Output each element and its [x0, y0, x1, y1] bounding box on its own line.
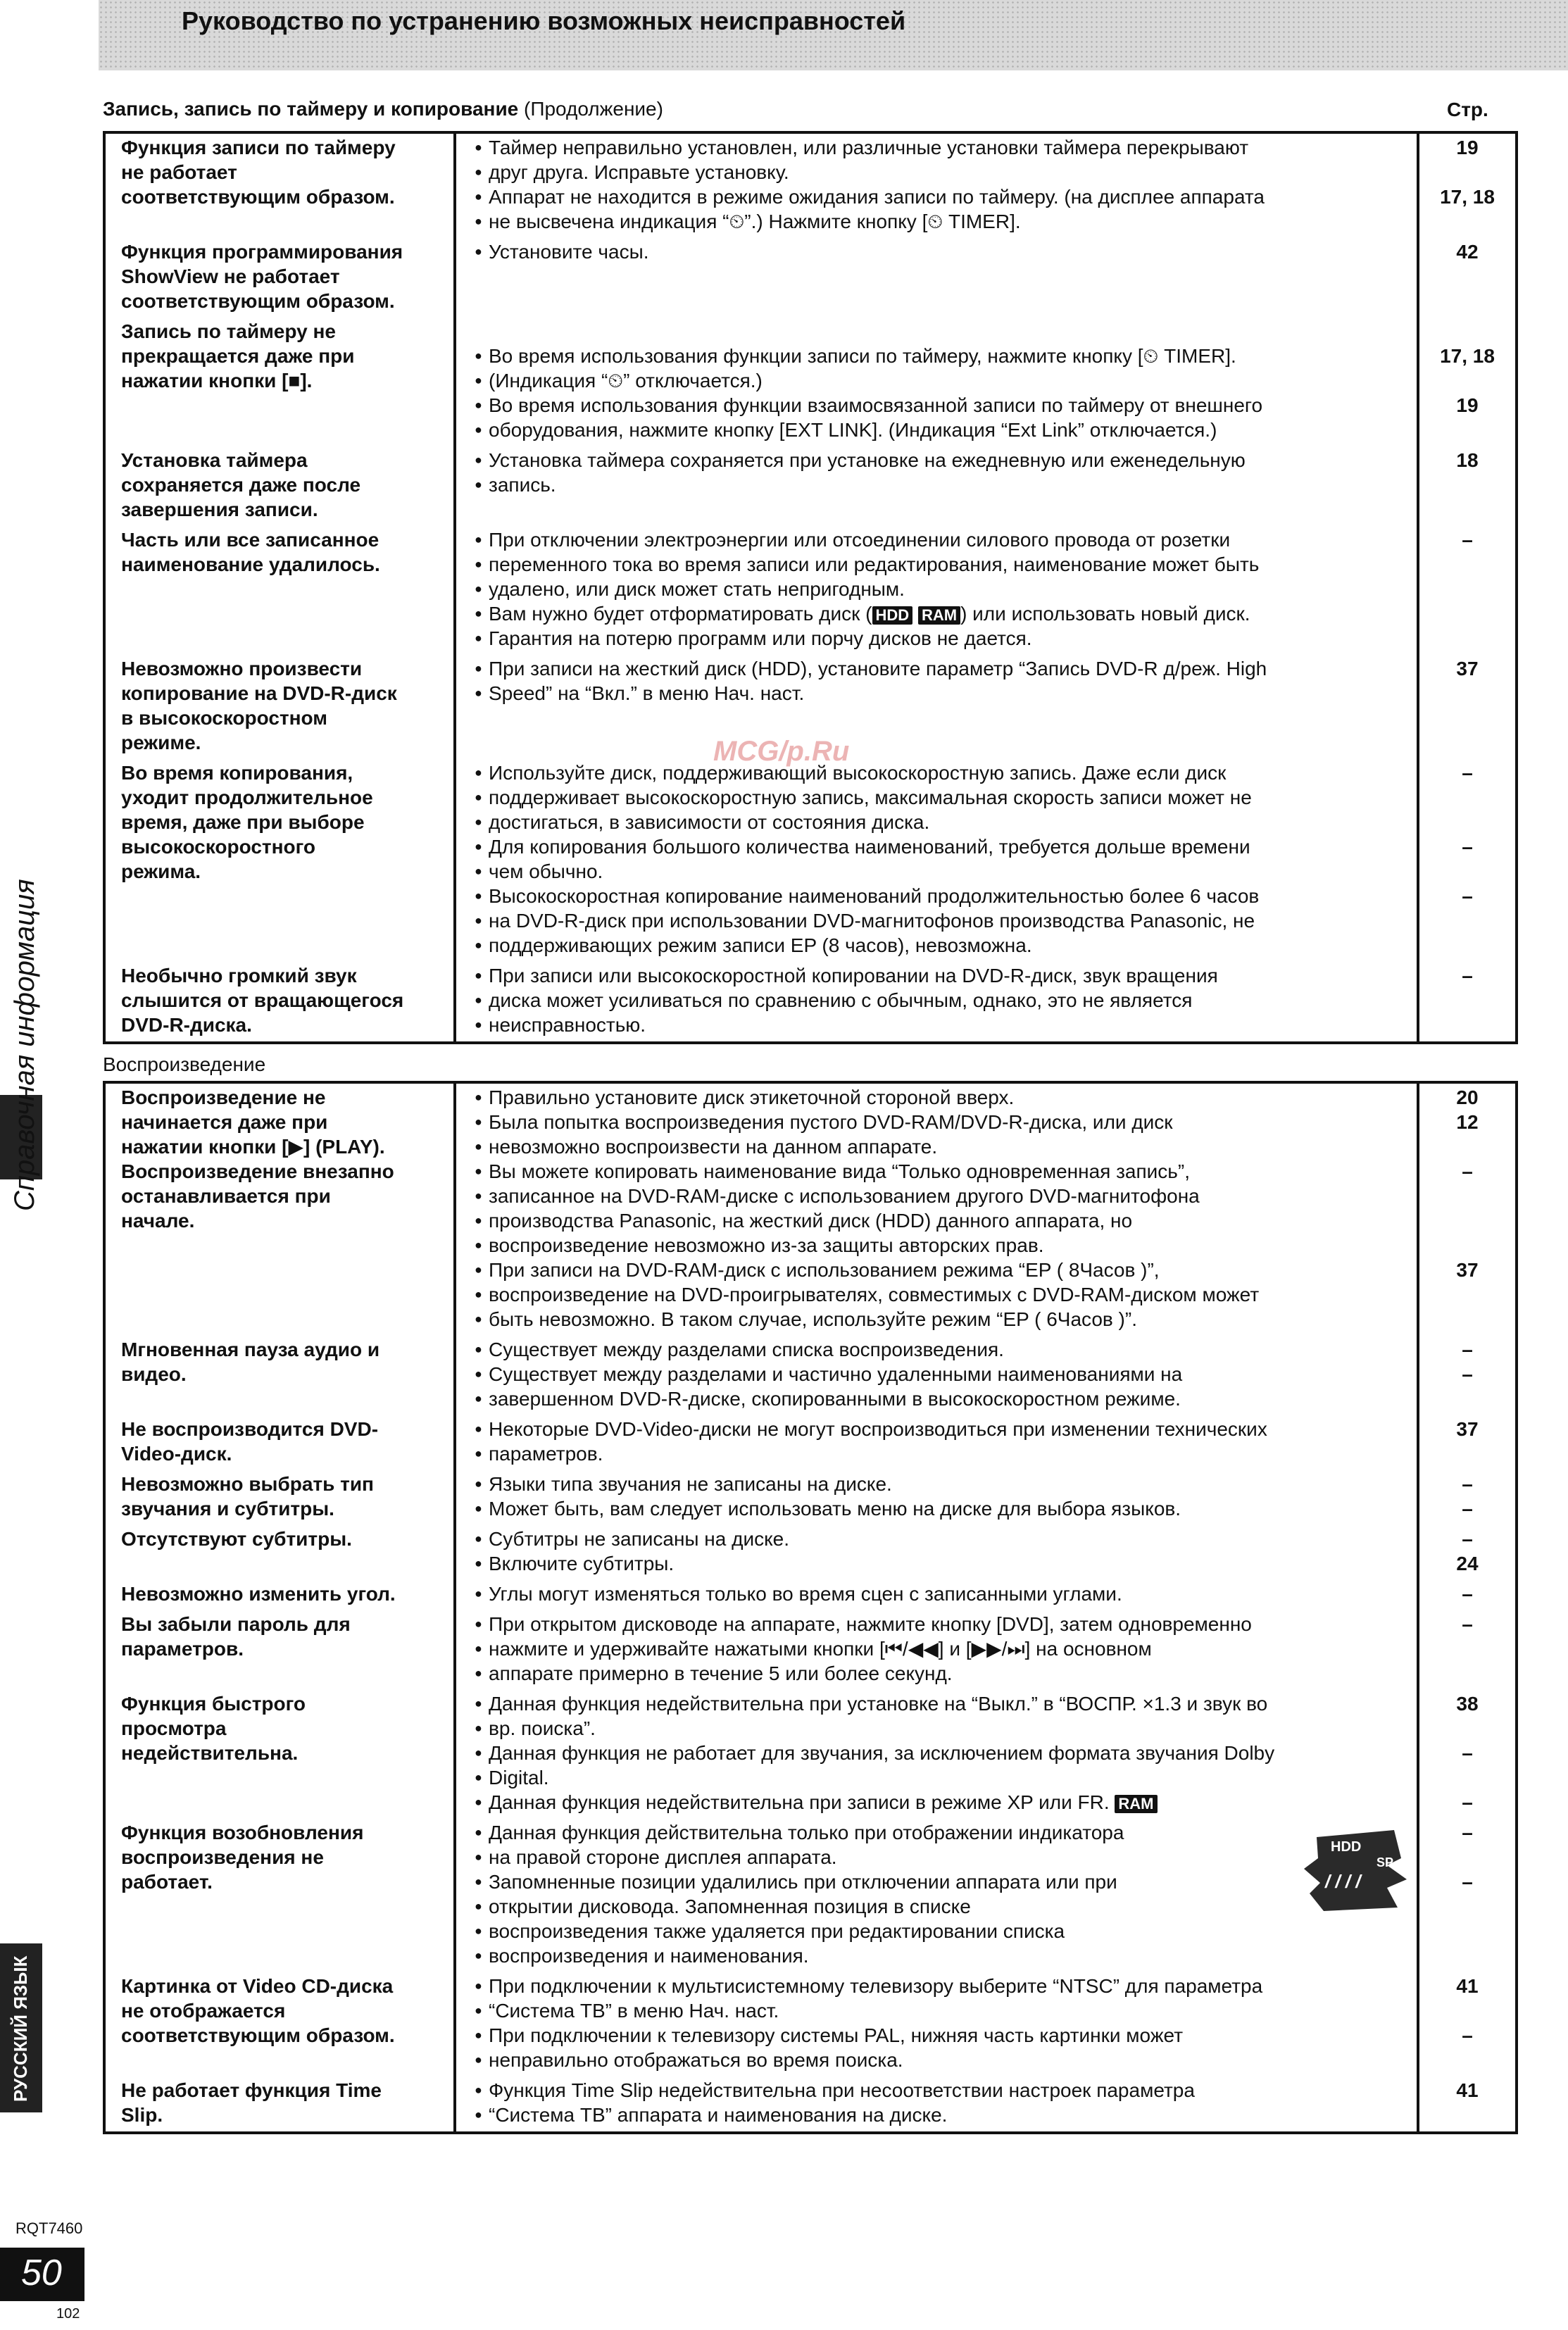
remedy-continued: ● неисправностью.: [475, 1013, 1408, 1037]
symptom-cell: [104, 238, 455, 318]
page-ref: [1424, 2103, 1511, 2127]
table-row: [104, 2077, 1517, 2133]
table-row: [104, 1082, 1517, 1336]
page-ref: 37: [1456, 1259, 1479, 1281]
table-row: [104, 526, 1517, 655]
remedy-continued: ● записанное на DVD-RAM-диске с использованием другого DVD-магнитофона: [475, 1184, 1408, 1208]
page-cell: [1418, 1525, 1517, 1580]
symptom-cell: [104, 1610, 455, 1690]
page-cell: [1418, 1082, 1517, 1336]
page-ref: –: [1462, 529, 1473, 551]
table-row: [104, 759, 1517, 962]
page-ref: [1424, 209, 1511, 234]
table-row: [104, 1525, 1517, 1580]
page-ref: –: [1462, 1871, 1473, 1893]
symptom-line: высокоскоростного: [121, 836, 316, 858]
page-ref: 19: [1456, 137, 1479, 158]
page-ref: [1424, 1307, 1511, 1332]
page-cell: [1418, 1470, 1517, 1525]
remedy-bullet: ● Существует между разделами списка воспроизведения.: [475, 1337, 1408, 1362]
remedy-cell: [455, 1415, 1418, 1470]
remedy-bullet: ● Данная функция действительна только при отображении индикатора: [475, 1820, 1283, 1845]
remedy-bullet: ● Языки типа звучания не записаны на диске.: [475, 1472, 1408, 1496]
page-column-heading: Стр.: [1447, 99, 1488, 120]
symptom-line: Функция программирования: [121, 241, 403, 263]
remedy-bullet: ● Вы можете копировать наименование вида “Только одновременная запись”,: [475, 1159, 1408, 1184]
symptom-line: прекращается даже при: [121, 345, 355, 367]
page-ref: [1424, 1233, 1511, 1258]
remedy-continued: ● не высвечена индикация “⏲”.) Нажмите кнопку [⏲ TIMER].: [475, 209, 1408, 234]
table-row: [104, 962, 1517, 1043]
page-ref: –: [1462, 762, 1473, 784]
page-cell: [1418, 1972, 1517, 2077]
page-ref: [1424, 1845, 1511, 1869]
table-row: [104, 238, 1517, 318]
remedy-bullet: ● Для копирования большого количества наименований, требуется дольше времени: [475, 834, 1408, 859]
symptom-line: соответствующим образом.: [121, 186, 395, 208]
page-ref: [1424, 552, 1511, 577]
page-ref: 41: [1456, 2079, 1479, 2101]
symptom-line: режима.: [121, 860, 201, 882]
remedy-bullet: ● Аппарат не находится в режиме ожидания записи по таймеру. (на дисплее аппарата: [475, 184, 1408, 209]
symptom-line: видео.: [121, 1363, 187, 1385]
symptom-line: Воспроизведение внезапно: [121, 1160, 394, 1182]
section-heading-rest: (Продолжение): [518, 98, 663, 120]
remedy-cell: [455, 526, 1418, 655]
page-ref: [1424, 908, 1511, 933]
remedy-continued: ● воспроизведение невозможно из-за защиты авторских прав.: [475, 1233, 1408, 1258]
remedy-continued: ● чем обычно.: [475, 859, 1408, 884]
symptom-line: в высокоскоростном: [121, 707, 327, 729]
symptom-line: останавливается при: [121, 1185, 331, 1207]
remedy-continued: ● поддерживает высокоскоростную запись, максимальная скорость записи может не: [475, 785, 1408, 810]
page-cell: [1418, 1819, 1517, 1972]
page-ref: [1424, 319, 1511, 344]
remedy-continued: ● поддерживающих режим записи EP (8 часов), невозможна.: [475, 933, 1408, 958]
section-heading-bold: Запись, запись по таймеру и копирование: [103, 98, 519, 120]
page-cell: [1418, 2077, 1517, 2133]
remedy-continued: ● на DVD-R-диск при использовании DVD-магнитофонов производства Panasonic, не: [475, 908, 1408, 933]
symptom-line: Невозможно произвести: [121, 658, 363, 679]
page-ref: [1424, 1998, 1511, 2023]
symptom-cell: [104, 132, 455, 238]
symptom-line: нажатии кнопки [▶] (PLAY).: [121, 1136, 385, 1158]
page-ref: –: [1462, 1473, 1473, 1495]
disc-tag: HDD: [872, 606, 913, 625]
page-ref: –: [1462, 1160, 1473, 1182]
page-ref: [1424, 160, 1511, 184]
table-row: [104, 1819, 1517, 1972]
remedy-bullet: ● Данная функция недействительна при записи в режиме XP или FR. RAM: [475, 1790, 1408, 1815]
remedy-cell: [455, 1082, 1418, 1336]
remedy-continued: ● воспроизведение на DVD-проигрывателях, совместимых с DVD-RAM-диском может: [475, 1282, 1408, 1307]
remedy-continued: ● завершенном DVD-R-диске, скопированными в высокоскоростном режиме.: [475, 1386, 1408, 1411]
symptom-line: Во время копирования,: [121, 762, 353, 784]
page-ref: –: [1462, 1791, 1473, 1813]
remedy-cell: [455, 1336, 1418, 1415]
page-cell: [1418, 238, 1517, 318]
remedy-continued: ● диска может усиливаться по сравнению с обычным, однако, это не является: [475, 988, 1408, 1013]
remedy-bullet: ● Может быть, вам следует использовать меню на диске для выбора языков.: [475, 1496, 1408, 1521]
page-ref: [1424, 859, 1511, 884]
remedy-bullet: ● Субтитры не записаны на диске.: [475, 1527, 1408, 1551]
page-cell: [1418, 526, 1517, 655]
display-hdd-label: HDD: [1331, 1839, 1362, 1855]
remedy-cell: [455, 759, 1418, 962]
symptom-cell: [104, 1336, 455, 1415]
page-cell: [1418, 318, 1517, 446]
remedy-bullet: ● При отключении электроэнергии или отсоединении силового провода от розетки: [475, 527, 1408, 552]
page-title: Руководство по устранению возможных неисправностей: [182, 6, 906, 35]
page-ref: 38: [1456, 1693, 1479, 1715]
remedy-bullet: ● Установка таймера сохраняется при установке на ежедневную или еженедельную: [475, 448, 1408, 472]
page-number: 50: [21, 2253, 62, 2293]
remedy-cell: [455, 2077, 1418, 2133]
remedy-continued: ● открытии дисковода. Запомненная позиция в списке: [475, 1894, 1283, 1919]
troubleshooting-table-recording: [103, 131, 1518, 1044]
page-cell: [1418, 759, 1517, 962]
remedy-continued: ● параметров.: [475, 1441, 1408, 1466]
sheet-number: 102: [56, 2306, 80, 2322]
page-ref: [1424, 1134, 1511, 1159]
page-cell: [1418, 962, 1517, 1043]
symptom-cell: [104, 962, 455, 1043]
page-ref: [1424, 1919, 1511, 1943]
symptom-line: Не воспроизводится DVD-: [121, 1418, 379, 1440]
symptom-cell: [104, 526, 455, 655]
remedy-continued: ● воспроизведения также удаляется при редактировании списка: [475, 1919, 1283, 1943]
symptom-line: Функция быстрого: [121, 1693, 306, 1715]
symptom-cell: [104, 1580, 455, 1610]
symptom-line: Воспроизведение не: [121, 1086, 326, 1108]
remedy-bullet: ● Углы могут изменяться только во время сцен с записанными углами.: [475, 1581, 1408, 1606]
remedy-bullet: ● При открытом дисководе на аппарате, нажмите кнопку [DVD], затем одновременно: [475, 1612, 1408, 1636]
page-ref: 42: [1456, 241, 1479, 263]
page-cell: [1418, 1610, 1517, 1690]
page-ref: –: [1462, 1583, 1473, 1605]
remedy-bullet: ● Во время использования функции записи по таймеру, нажмите кнопку [⏲ TIMER].: [475, 344, 1408, 368]
remedy-bullet: ● Существует между разделами и частично удаленными наименованиями на: [475, 1362, 1408, 1386]
symptom-line: Установка таймера: [121, 449, 308, 471]
symptom-line: Video-диск.: [121, 1443, 232, 1465]
page-ref: –: [1462, 885, 1473, 907]
page-ref: –: [1462, 1822, 1473, 1843]
remedy-bullet: ● Данная функция не работает для звучания, за исключением формата звучания Dolby: [475, 1741, 1408, 1765]
page-ref: [1424, 472, 1511, 497]
symptom-cell: [104, 1470, 455, 1525]
symptom-line: работает.: [121, 1871, 213, 1893]
page-ref: –: [1462, 1339, 1473, 1360]
table-row: [104, 318, 1517, 446]
symptom-line: Slip.: [121, 2104, 163, 2126]
symptom-line: время, даже при выборе: [121, 811, 365, 833]
symptom-line: DVD-R-диска.: [121, 1014, 252, 1036]
remedy-bullet: ● При подключении к телевизору системы PAL, нижняя часть картинки может: [475, 2023, 1408, 2048]
remedy-bullet: ● Установите часы.: [475, 239, 1408, 264]
page-ref: 20: [1456, 1086, 1479, 1108]
remedy-bullet: ● Данная функция недействительна при установке на “Выкл.” в “ВОСПР. ×1.3 и звук во: [475, 1691, 1408, 1716]
symptom-cell: [104, 318, 455, 446]
remedy-cell: [455, 1690, 1418, 1819]
symptom-line: слышится от вращающегося: [121, 989, 404, 1011]
page-cell: [1418, 1415, 1517, 1470]
page-ref: [1424, 1208, 1511, 1233]
remedy-continued: ● нажмите и удерживайте нажатыми кнопки [⏮/◀◀] и [▶▶/⏭] на основном: [475, 1636, 1408, 1661]
remedy-continued: ● удалено, или диск может стать непригодным.: [475, 577, 1408, 601]
table-row: [104, 1336, 1517, 1415]
symptom-line: звучания и субтитры.: [121, 1498, 334, 1520]
remedy-continued: ● запись.: [475, 472, 1408, 497]
table-row: [104, 1972, 1517, 2077]
sidebar-language-label: РУССКИЙ ЯЗЫК: [10, 1955, 31, 2102]
page-ref: [1424, 601, 1511, 626]
symptom-line: уходит продолжительное: [121, 787, 373, 808]
symptom-line: не работает: [121, 161, 237, 183]
page-ref: [1424, 1661, 1511, 1686]
symptom-cell: [104, 1972, 455, 2077]
remedy-cell: [455, 238, 1418, 318]
remedy-cell: [455, 1525, 1418, 1580]
symptom-line: Невозможно выбрать тип: [121, 1473, 374, 1495]
symptom-line: начинается даже при: [121, 1111, 328, 1133]
symptom-line: Необычно громкий звук: [121, 965, 357, 987]
remedy-continued: ● Speed” на “Вкл.” в меню Нач. наст.: [475, 681, 1408, 706]
page-ref: [1424, 1943, 1511, 1968]
symptom-line: соответствующим образом.: [121, 290, 395, 312]
remedy-continued: ● (Индикация “⏲” отключается.): [475, 368, 1408, 393]
document-code: RQT7460: [15, 2219, 83, 2237]
table-row: [104, 1580, 1517, 1610]
remedy-bullet: ● При записи на жесткий диск (HDD), установите параметр “Запись DVD-R д/реж. High: [475, 656, 1408, 681]
remedy-continued: ● производства Panasonic, на жесткий диск (HDD) данного аппарата, но: [475, 1208, 1408, 1233]
remedy-continued: ● Digital.: [475, 1765, 1408, 1790]
symptom-line: воспроизведения не: [121, 1846, 324, 1868]
remedy-bullet: ● При записи или высокоскоростной копировании на DVD-R-диск, звук вращения: [475, 963, 1408, 988]
page-ref: 37: [1456, 658, 1479, 679]
page-ref: –: [1462, 836, 1473, 858]
remedy-cell: [455, 1470, 1418, 1525]
remedy-bullet: ● Была попытка воспроизведения пустого DVD-RAM/DVD-R-диска, или диск: [475, 1110, 1408, 1134]
display-digits: / / / /: [1325, 1871, 1361, 1892]
symptom-line: недействительна.: [121, 1742, 299, 1764]
page-ref: [1424, 1184, 1511, 1208]
remedy-continued: ● на правой стороне дисплея аппарата.: [475, 1845, 1283, 1869]
page-ref: [1424, 368, 1511, 393]
symptom-line: Картинка от Video CD-диска: [121, 1975, 394, 1997]
remedy-cell: [455, 962, 1418, 1043]
table-row: [104, 1610, 1517, 1690]
table-row: [104, 446, 1517, 526]
remedy-bullet: ● Во время использования функции взаимосвязанной записи по таймеру от внешнего: [475, 393, 1408, 418]
unit-display-icon: [1303, 1823, 1408, 1915]
remedy-continued: ● вр. поиска”.: [475, 1716, 1408, 1741]
page-ref: [1424, 810, 1511, 834]
page-cell: [1418, 655, 1517, 759]
page-ref: [1424, 1386, 1511, 1411]
symptom-line: параметров.: [121, 1638, 244, 1660]
page-ref: –: [1462, 2024, 1473, 2046]
symptom-line: наименование удалилось.: [121, 553, 380, 575]
table-row: [104, 1690, 1517, 1819]
page-ref: [1424, 418, 1511, 442]
page-ref: [1424, 681, 1511, 706]
page-ref: –: [1462, 1742, 1473, 1764]
page-ref: 37: [1456, 1418, 1479, 1440]
page-ref: [1424, 1765, 1511, 1790]
page-ref: [1424, 1441, 1511, 1466]
remedy-bullet: ● Таймер неправильно установлен, или различные установки таймера перекрывают: [475, 135, 1408, 160]
page-ref: 12: [1456, 1111, 1479, 1133]
symptom-cell: [104, 1415, 455, 1470]
remedy-continued: ● “Система ТВ” в меню Нач. наст.: [475, 1998, 1408, 2023]
symptom-line: Часть или все записанное: [121, 529, 380, 551]
watermark: MCG/p.Ru: [713, 736, 850, 767]
remedy-continued: ● “Система ТВ” аппарата и наименования на диске.: [475, 2103, 1408, 2127]
remedy-continued: ● неправильно отображаться во время поиска.: [475, 2048, 1408, 2072]
symptom-line: Запись по таймеру не: [121, 320, 336, 342]
disc-tag: RAM: [1115, 1795, 1157, 1813]
page-ref: –: [1462, 1363, 1473, 1385]
page-ref: [1424, 785, 1511, 810]
symptom-cell: [104, 446, 455, 526]
remedy-continued: ● оборудования, нажмите кнопку [EXT LINK]. (Индикация “Ext Link” отключается.): [475, 418, 1408, 442]
symptom-line: начале.: [121, 1210, 195, 1232]
section-heading-recording: [103, 97, 663, 121]
display-sp-label: SP: [1376, 1855, 1394, 1869]
page-cell: [1418, 1690, 1517, 1819]
page-cell: [1418, 446, 1517, 526]
remedy-continued: ● невозможно воспроизвести на данном аппарате.: [475, 1134, 1408, 1159]
symptom-line: режиме.: [121, 732, 201, 753]
remedy-continued: ● друг друга. Исправьте установку.: [475, 160, 1408, 184]
remedy-bullet: ● Используйте диск, поддерживающий высокоскоростную запись. Даже если диск: [475, 760, 1408, 785]
remedy-bullet: ● Некоторые DVD-Video-диски не могут воспроизводиться при изменении технических: [475, 1417, 1408, 1441]
symptom-line: Отсутствуют субтитры.: [121, 1528, 352, 1550]
remedy-cell: [455, 132, 1418, 238]
symptom-line: Невозможно изменить угол.: [121, 1583, 396, 1605]
sidebar-section-label: Справочная информация: [9, 879, 40, 1211]
page-ref: [1424, 626, 1511, 651]
page-ref: –: [1462, 1498, 1473, 1520]
page-ref: 41: [1456, 1975, 1479, 1997]
table-row: [104, 132, 1517, 238]
remedy-continued: ● Вам нужно будет отформатировать диск ( HDD RAM ) или использовать новый диск.: [475, 601, 1408, 626]
page-ref: [1424, 988, 1511, 1013]
symptom-cell: [104, 2077, 455, 2133]
page-ref: [1424, 577, 1511, 601]
page-ref: [1424, 2048, 1511, 2072]
remedy-continued: ● достигаться, в зависимости от состояния диска.: [475, 810, 1408, 834]
page-ref: 18: [1456, 449, 1479, 471]
page-cell: [1418, 132, 1517, 238]
symptom-cell: [104, 655, 455, 759]
page-ref: –: [1462, 965, 1473, 987]
remedy-cell: [455, 318, 1418, 446]
table-row: [104, 1470, 1517, 1525]
remedy-cell: [455, 1972, 1418, 2077]
symptom-cell: [104, 759, 455, 962]
symptom-line: Мгновенная пауза аудио и: [121, 1339, 380, 1360]
page-ref: –: [1462, 1613, 1473, 1635]
page-ref: 17, 18: [1440, 345, 1495, 367]
section-heading-playback: Воспроизведение: [103, 1053, 266, 1075]
symptom-line: завершения записи.: [121, 499, 318, 520]
symptom-line: не отображается: [121, 2000, 286, 2022]
page-ref: [1424, 1894, 1511, 1919]
remedy-bullet: ● Высокоскоростная копирование наименований продолжительностью более 6 часов: [475, 884, 1408, 908]
symptom-line: копирование на DVD-R-диск: [121, 682, 397, 704]
remedy-continued: ● быть невозможно. В таком случае, используйте режим “EP ( 6Часов )”.: [475, 1307, 1408, 1332]
remedy-continued: ● Гарантия на потерю программ или порчу дисков не дается.: [475, 626, 1408, 651]
remedy-bullet: ● Запомненные позиции удалились при отключении аппарата или при: [475, 1869, 1283, 1894]
troubleshooting-table-playback: [103, 1081, 1518, 2134]
remedy-cell: [455, 1580, 1418, 1610]
page-ref: [1424, 1716, 1511, 1741]
symptom-line: соответствующим образом.: [121, 2024, 395, 2046]
remedy-bullet: ● Функция Time Slip недействительна при несоответствии настроек параметра: [475, 2078, 1408, 2103]
symptom-cell: [104, 1819, 455, 1972]
remedy-continued: ● воспроизведения и наименования.: [475, 1943, 1283, 1968]
symptom-cell: [104, 1525, 455, 1580]
page-ref: [1424, 1013, 1511, 1037]
remedy-bullet: ● Включите субтитры.: [475, 1551, 1408, 1576]
remedy-cell: [455, 655, 1418, 759]
page-ref: [1424, 933, 1511, 958]
remedy-bullet: ● Правильно установите диск этикеточной стороной вверх.: [475, 1085, 1408, 1110]
remedy-cell: [455, 1819, 1418, 1972]
page-cell: [1418, 1336, 1517, 1415]
symptom-line: Функция возобновления: [121, 1822, 364, 1843]
page-ref: 17, 18: [1440, 186, 1495, 208]
symptom-line: нажатии кнопки [■].: [121, 370, 313, 392]
page-cell: [1418, 1580, 1517, 1610]
remedy-cell: [455, 446, 1418, 526]
page-ref: 24: [1456, 1553, 1479, 1574]
remedy-continued: ● аппарате примерно в течение 5 или более секунд.: [475, 1661, 1408, 1686]
disc-tag: RAM: [918, 606, 960, 625]
symptom-line: Не работает функция Time: [121, 2079, 382, 2101]
symptom-line: просмотра: [121, 1717, 227, 1739]
page-ref: [1424, 1636, 1511, 1661]
symptom-line: Функция записи по таймеру: [121, 137, 396, 158]
page-ref: 19: [1456, 394, 1479, 416]
page-ref: –: [1462, 1528, 1473, 1550]
table-row: [104, 1415, 1517, 1470]
symptom-line: сохраняется даже после: [121, 474, 361, 496]
remedy-cell: [455, 1610, 1418, 1690]
symptom-cell: [104, 1082, 455, 1336]
page-ref: [1424, 1282, 1511, 1307]
symptom-line: Вы забыли пароль для: [121, 1613, 351, 1635]
symptom-cell: [104, 1690, 455, 1819]
remedy-continued: ● переменного тока во время записи или редактирования, наименование может быть: [475, 552, 1408, 577]
remedy-bullet: ● При записи на DVD-RAM-диск с использованием режима “EP ( 8Часов )”,: [475, 1258, 1408, 1282]
symptom-line: ShowView не работает: [121, 265, 340, 287]
remedy-bullet: ● При подключении к мультисистемному телевизору выберите “NTSC” для параметра: [475, 1974, 1408, 1998]
